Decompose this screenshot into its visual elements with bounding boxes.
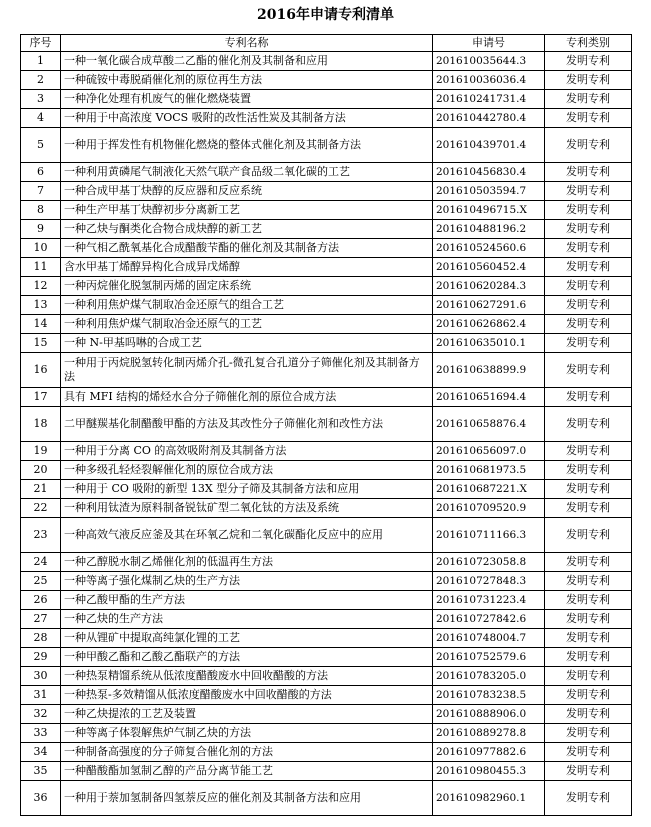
page-title: 2016年申请专利清单 (257, 7, 394, 23)
table-row (21, 201, 632, 220)
application-number-cell: 201610681973.5 (433, 461, 545, 480)
row-number-cell: 2 (21, 71, 61, 90)
patent-name-cell: 一种乙炔提浓的工艺及装置 (61, 705, 433, 724)
patent-name-cell: 一种甲酸乙酯和乙酸乙酯联产的方法 (61, 648, 433, 667)
table-row (21, 220, 632, 239)
patent-type-cell: 发明专利 (545, 724, 632, 743)
row-number-cell: 18 (21, 407, 61, 442)
application-number-cell: 201610982960.1 (433, 781, 545, 816)
patent-type-cell: 发明专利 (545, 182, 632, 201)
application-number-cell: 201610687221.X (433, 480, 545, 499)
patent-type-cell: 发明专利 (545, 388, 632, 407)
patent-name-cell: 一种利用焦炉煤气制取冶金还原气的组合工艺 (61, 296, 433, 315)
row-number-cell: 31 (21, 686, 61, 705)
patent-type-cell: 发明专利 (545, 667, 632, 686)
table-row (21, 480, 632, 499)
application-number-cell: 201610977882.6 (433, 743, 545, 762)
row-number-cell: 14 (21, 315, 61, 334)
row-number-cell: 24 (21, 553, 61, 572)
application-number-cell: 201610731223.4 (433, 591, 545, 610)
patent-type-cell: 发明专利 (545, 686, 632, 705)
patent-type-cell: 发明专利 (545, 239, 632, 258)
patent-type-cell: 发明专利 (545, 201, 632, 220)
table-row (21, 667, 632, 686)
patent-type-cell: 发明专利 (545, 258, 632, 277)
row-number-cell: 22 (21, 499, 61, 518)
patent-type-cell: 发明专利 (545, 71, 632, 90)
patent-type-cell: 发明专利 (545, 128, 632, 163)
table-row (21, 648, 632, 667)
patent-name-cell: 一种从锂矿中提取高纯氯化锂的工艺 (61, 629, 433, 648)
patent-name-cell: 含水甲基丁烯醇异构化合成异戊烯醇 (61, 258, 433, 277)
patent-type-cell: 发明专利 (545, 315, 632, 334)
table-row (21, 781, 632, 816)
patent-name-cell: 一种利用钛渣为原料制备锐钛矿型二氧化钛的方法及系统 (61, 499, 433, 518)
row-number-cell: 30 (21, 667, 61, 686)
patent-type-cell: 发明专利 (545, 442, 632, 461)
patent-name-cell: 一种利用焦炉煤气制取冶金还原气的工艺 (61, 315, 433, 334)
row-number-cell: 10 (21, 239, 61, 258)
patent-type-cell: 发明专利 (545, 461, 632, 480)
patent-type-cell: 发明专利 (545, 629, 632, 648)
row-number-cell: 33 (21, 724, 61, 743)
patent-name-cell: 一种合成甲基丁炔醇的反应器和反应系统 (61, 182, 433, 201)
row-number-cell: 25 (21, 572, 61, 591)
row-number-cell: 17 (21, 388, 61, 407)
application-number-cell: 201610620284.3 (433, 277, 545, 296)
table-row (21, 686, 632, 705)
table-row (21, 724, 632, 743)
patent-name-cell: 二甲醚羰基化制醋酸甲酯的方法及其改性分子筛催化剂和改性方法 (61, 407, 433, 442)
row-number-cell: 4 (21, 109, 61, 128)
application-number-cell: 201610752579.6 (433, 648, 545, 667)
row-number-cell: 28 (21, 629, 61, 648)
table-row (21, 258, 632, 277)
patent-type-cell: 发明专利 (545, 705, 632, 724)
table-row (21, 762, 632, 781)
application-number-cell: 201610439701.4 (433, 128, 545, 163)
application-number-cell: 201610783238.5 (433, 686, 545, 705)
row-number-cell: 20 (21, 461, 61, 480)
application-number-cell: 201610748004.7 (433, 629, 545, 648)
patent-type-cell: 发明专利 (545, 743, 632, 762)
row-number-cell: 5 (21, 128, 61, 163)
application-number-cell: 201610711166.3 (433, 518, 545, 553)
application-number-cell: 201610560452.4 (433, 258, 545, 277)
patent-name-cell: 一种热泵精馏系统从低浓度醋酸废水中回收醋酸的方法 (61, 667, 433, 686)
row-number-cell: 11 (21, 258, 61, 277)
row-number-cell: 13 (21, 296, 61, 315)
patent-name-cell: 一种用于 CO 吸附的新型 13X 型分子筛及其制备方法和应用 (61, 480, 433, 499)
table-body (21, 52, 632, 816)
column-header-name: 专利名称 (61, 35, 433, 52)
patent-type-cell: 发明专利 (545, 353, 632, 388)
column-header-application-no: 申请号 (433, 35, 545, 52)
patent-type-cell: 发明专利 (545, 334, 632, 353)
table-row (21, 334, 632, 353)
table-row (21, 163, 632, 182)
table-row (21, 461, 632, 480)
patent-name-cell: 一种硫铵中毒脱硝催化剂的原位再生方法 (61, 71, 433, 90)
table-row (21, 109, 632, 128)
row-number-cell: 23 (21, 518, 61, 553)
table-row (21, 442, 632, 461)
application-number-cell: 201610709520.9 (433, 499, 545, 518)
row-number-cell: 19 (21, 442, 61, 461)
patent-name-cell: 一种热泵-多效精馏从低浓度醋酸废水中回收醋酸的方法 (61, 686, 433, 705)
patent-name-cell: 一种高效气液反应釜及其在环氧乙烷和二氧化碳酯化反应中的应用 (61, 518, 433, 553)
table-row (21, 499, 632, 518)
patent-type-cell: 发明专利 (545, 52, 632, 71)
patent-type-cell: 发明专利 (545, 109, 632, 128)
patent-name-cell: 一种用于中高浓度 VOCS 吸附的改性活性炭及其制备方法 (61, 109, 433, 128)
row-number-cell: 34 (21, 743, 61, 762)
row-number-cell: 15 (21, 334, 61, 353)
table-row (21, 705, 632, 724)
table-row (21, 239, 632, 258)
table-row (21, 71, 632, 90)
application-number-cell: 201610036036.4 (433, 71, 545, 90)
column-header-type: 专利类别 (545, 35, 632, 52)
patent-name-cell: 一种乙醇脱水制乙烯催化剂的低温再生方法 (61, 553, 433, 572)
patent-type-cell: 发明专利 (545, 277, 632, 296)
patent-name-cell: 一种醋酸酯加氢制乙醇的产品分离节能工艺 (61, 762, 433, 781)
row-number-cell: 32 (21, 705, 61, 724)
table-row (21, 296, 632, 315)
application-number-cell: 201610627291.6 (433, 296, 545, 315)
application-number-cell: 201610658876.4 (433, 407, 545, 442)
application-number-cell: 201610888906.0 (433, 705, 545, 724)
patent-table (20, 34, 632, 816)
patent-type-cell: 发明专利 (545, 480, 632, 499)
row-number-cell: 3 (21, 90, 61, 109)
table-row (21, 128, 632, 163)
application-number-cell: 201610889278.8 (433, 724, 545, 743)
application-number-cell: 201610651694.4 (433, 388, 545, 407)
table-row (21, 90, 632, 109)
row-number-cell: 27 (21, 610, 61, 629)
patent-name-cell: 一种用于分离 CO 的高效吸附剂及其制备方法 (61, 442, 433, 461)
table-row (21, 52, 632, 71)
patent-name-cell: 一种丙烷催化脱氢制丙烯的固定床系统 (61, 277, 433, 296)
row-number-cell: 21 (21, 480, 61, 499)
patent-type-cell: 发明专利 (545, 553, 632, 572)
patent-name-cell: 一种净化处理有机废气的催化燃烧装置 (61, 90, 433, 109)
patent-name-cell: 一种制备高强度的分子筛复合催化剂的方法 (61, 743, 433, 762)
row-number-cell: 36 (21, 781, 61, 816)
patent-name-cell: 一种用于挥发性有机物催化燃烧的整体式催化剂及其制备方法 (61, 128, 433, 163)
table-row (21, 353, 632, 388)
patent-name-cell: 一种乙炔与酮类化合物合成炔醇的新工艺 (61, 220, 433, 239)
patent-type-cell: 发明专利 (545, 610, 632, 629)
table-row (21, 629, 632, 648)
table-header-row (21, 35, 632, 52)
application-number-cell: 201610656097.0 (433, 442, 545, 461)
patent-type-cell: 发明专利 (545, 499, 632, 518)
row-number-cell: 16 (21, 353, 61, 388)
patent-type-cell: 发明专利 (545, 762, 632, 781)
patent-type-cell: 发明专利 (545, 781, 632, 816)
application-number-cell: 201610456830.4 (433, 163, 545, 182)
application-number-cell: 201610488196.2 (433, 220, 545, 239)
table-row (21, 743, 632, 762)
patent-type-cell: 发明专利 (545, 220, 632, 239)
patent-name-cell: 一种一氧化碳合成草酸二乙酯的催化剂及其制备和应用 (61, 52, 433, 71)
row-number-cell: 29 (21, 648, 61, 667)
row-number-cell: 35 (21, 762, 61, 781)
patent-name-cell: 一种乙炔的生产方法 (61, 610, 433, 629)
application-number-cell: 201610241731.4 (433, 90, 545, 109)
patent-type-cell: 发明专利 (545, 572, 632, 591)
table-row (21, 315, 632, 334)
application-number-cell: 201610723058.8 (433, 553, 545, 572)
patent-name-cell: 一种用于萘加氢制备四氢萘反应的催化剂及其制备方法和应用 (61, 781, 433, 816)
patent-name-cell: 一种等离子体裂解焦炉气制乙炔的方法 (61, 724, 433, 743)
application-number-cell: 201610035644.3 (433, 52, 545, 71)
table-row (21, 610, 632, 629)
patent-type-cell: 发明专利 (545, 163, 632, 182)
patent-type-cell: 发明专利 (545, 591, 632, 610)
column-header-no: 序号 (21, 35, 61, 52)
patent-name-cell: 一种乙酸甲酯的生产方法 (61, 591, 433, 610)
patent-name-cell: 一种多级孔轻烃裂解催化剂的原位合成方法 (61, 461, 433, 480)
application-number-cell: 201610727848.3 (433, 572, 545, 591)
patent-type-cell: 发明专利 (545, 296, 632, 315)
patent-type-cell: 发明专利 (545, 407, 632, 442)
application-number-cell: 201610727842.6 (433, 610, 545, 629)
application-number-cell: 201610980455.3 (433, 762, 545, 781)
application-number-cell: 201610503594.7 (433, 182, 545, 201)
table-row (21, 553, 632, 572)
patent-name-cell: 一种用于丙烷脱氢转化制丙烯介孔-微孔复合孔道分子筛催化剂及其制备方法 (61, 353, 433, 388)
table-row (21, 591, 632, 610)
table-row (21, 407, 632, 442)
application-number-cell: 201610626862.4 (433, 315, 545, 334)
application-number-cell: 201610783205.0 (433, 667, 545, 686)
table-row (21, 388, 632, 407)
patent-name-cell: 一种等离子强化煤制乙炔的生产方法 (61, 572, 433, 591)
patent-name-cell: 一种 N-甲基吗啉的合成工艺 (61, 334, 433, 353)
row-number-cell: 8 (21, 201, 61, 220)
application-number-cell: 201610635010.1 (433, 334, 545, 353)
patent-name-cell: 一种气相乙酰氧基化合成醋酸芐酯的催化剂及其制备方法 (61, 239, 433, 258)
application-number-cell: 201610442780.4 (433, 109, 545, 128)
row-number-cell: 1 (21, 52, 61, 71)
table-row (21, 518, 632, 553)
row-number-cell: 7 (21, 182, 61, 201)
patent-name-cell: 一种利用黄磷尾气制液化天然气联产食品级二氧化碳的工艺 (61, 163, 433, 182)
patent-type-cell: 发明专利 (545, 648, 632, 667)
row-number-cell: 9 (21, 220, 61, 239)
application-number-cell: 201610524560.6 (433, 239, 545, 258)
patent-type-cell: 发明专利 (545, 90, 632, 109)
table-row (21, 182, 632, 201)
patent-type-cell: 发明专利 (545, 518, 632, 553)
table-row (21, 277, 632, 296)
application-number-cell: 201610638899.9 (433, 353, 545, 388)
row-number-cell: 12 (21, 277, 61, 296)
application-number-cell: 201610496715.X (433, 201, 545, 220)
table-row (21, 572, 632, 591)
patent-name-cell: 一种生产甲基丁炔醇初步分离新工艺 (61, 201, 433, 220)
patent-name-cell: 具有 MFI 结构的烯烃水合分子筛催化剂的原位合成方法 (61, 388, 433, 407)
row-number-cell: 6 (21, 163, 61, 182)
row-number-cell: 26 (21, 591, 61, 610)
